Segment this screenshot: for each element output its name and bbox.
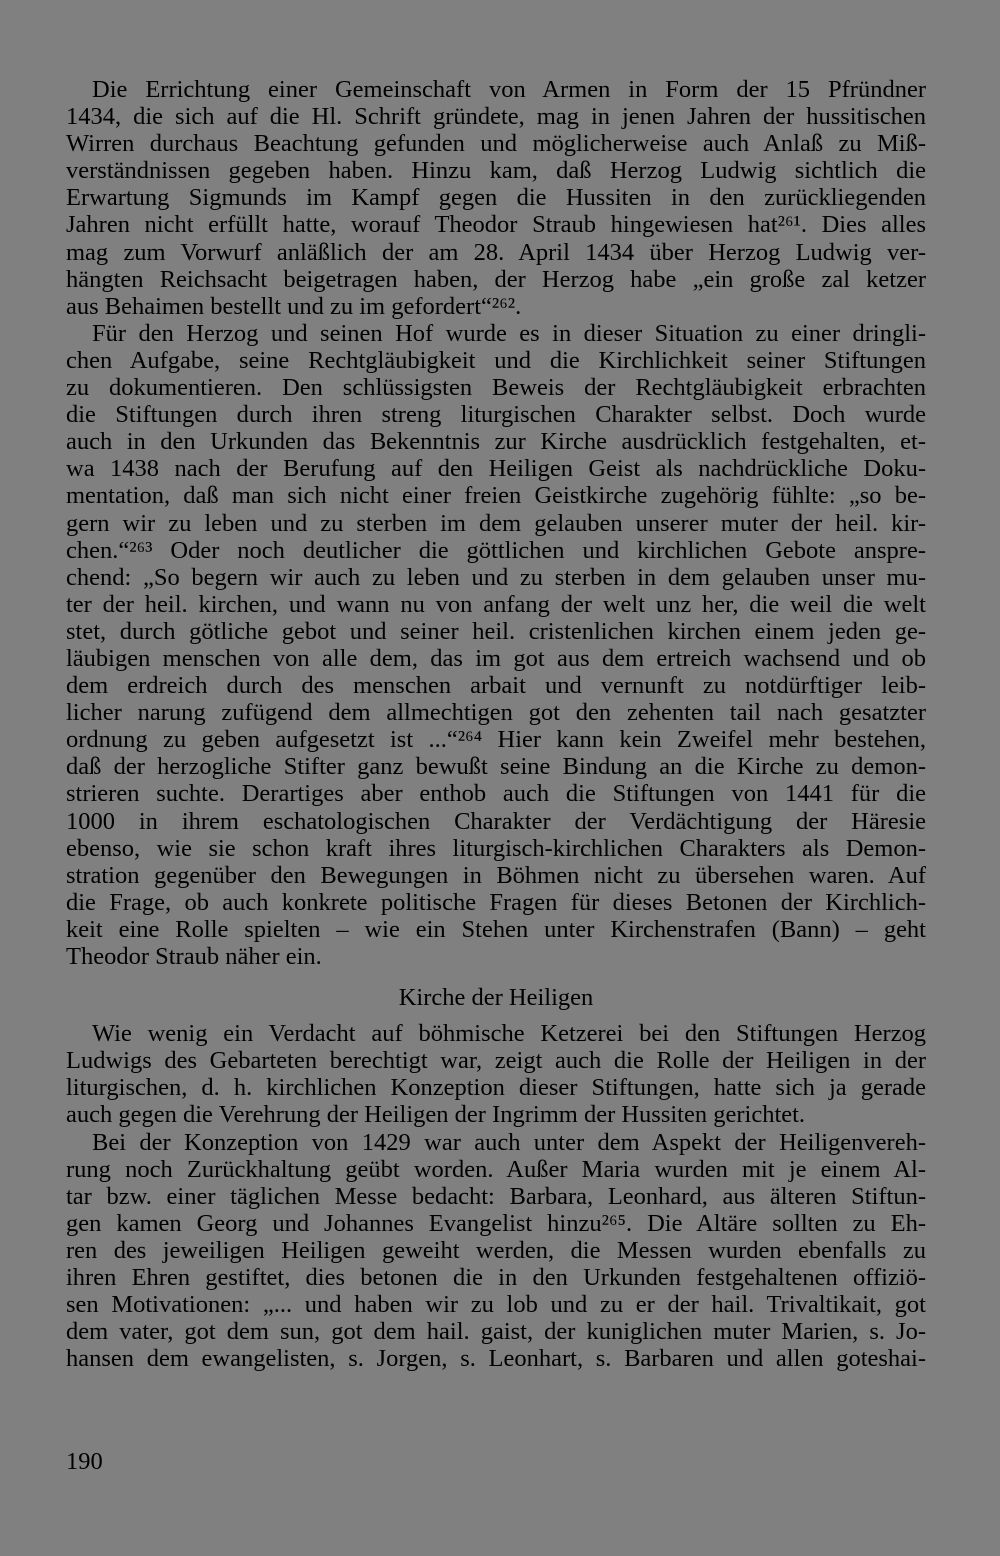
text-line: chen Aufgabe, seine Rechtgläubigkeit und die Kirchlichkeit seiner Stiftungen [66, 346, 926, 374]
section-heading: Kirche der Heiligen [398, 984, 594, 1012]
text-line: mentation, daß man sich nicht einer freien Geistkirche zugehörig fühlte: „so be- [66, 482, 926, 510]
text-line: sen Motivationen: „... und haben wir zu lob und zu er der hail. Trivaltikait, got [66, 1291, 926, 1319]
text-line: Jahren nicht erfüllt hatte, worauf Theodor Straub hingewiesen hat²⁶¹. Dies alles [66, 211, 926, 239]
paragraph-3 [66, 1020, 926, 1128]
text-line: rung noch Zurückhaltung geübt worden. Außer Maria wurden mit je einem Al- [66, 1155, 926, 1183]
text-line: dem vater, got dem sun, got dem hail. gaist, der kuniglichen muter Marien, s. Jo- [66, 1318, 926, 1346]
text-line: Erwartung Sigmunds im Kampf gegen die Hussiten in den zurückliegenden [66, 184, 926, 212]
text-line: stration gegenüber den Bewegungen in Böhmen nicht zu übersehen waren. Auf [66, 861, 926, 889]
page-number: 190 [66, 1448, 103, 1475]
text-line: ihren Ehren gestiftet, dies betonen die in den Urkunden festgehaltenen offiziö- [66, 1264, 926, 1292]
text-line: ordnung zu geben aufgesetzt ist ...“²⁶⁴ Hier kann kein Zweifel mehr bestehen, [66, 726, 926, 754]
text-line: Ludwigs des Gebarteten berechtigt war, zeigt auch die Rolle der Heiligen in der [66, 1047, 926, 1075]
paragraph-4 [66, 1129, 926, 1373]
paragraph-1 [66, 76, 926, 320]
text-line: verständnissen gegeben haben. Hinzu kam, daß Herzog Ludwig sichtlich die [66, 157, 926, 185]
text-line: hansen dem ewangelisten, s. Jorgen, s. Leonhart, s. Barbaren und allen goteshai- [66, 1345, 926, 1373]
text-line: strieren suchte. Derartiges aber enthob auch die Stiftungen von 1441 für die [66, 780, 926, 808]
text-line: Theodor Straub näher ein. [66, 943, 322, 970]
text-line: ren des jeweiligen Heiligen geweiht werden, die Messen wurden ebenfalls zu [66, 1236, 926, 1264]
text-line: ter der heil. kirchen, und wann nu von anfang der welt unz her, die weil die welt [66, 590, 926, 618]
text-line: läubigen menschen von alle dem, das im got aus dem ertreich wachsend und ob [66, 644, 926, 672]
text-line: die Stiftungen durch ihren streng liturgischen Charakter selbst. Doch wurde [66, 401, 926, 429]
text-line: keit eine Rolle spielten – wie ein Stehen unter Kirchenstrafen (Bann) – geht [66, 915, 926, 943]
text-line: gen kamen Georg und Johannes Evangelist hinzu²⁶⁵. Die Altäre sollten zu Eh- [66, 1209, 926, 1237]
text-line: gern wir zu leben und zu sterben im dem gelauben unserer muter der heil. kir- [66, 509, 926, 537]
text-line: 1434, die sich auf die Hl. Schrift gründete, mag in jenen Jahren der hussitischen [66, 103, 926, 131]
text-line: Bei der Konzeption von 1429 war auch unter dem Aspekt der Heiligenvereh- [92, 1128, 926, 1156]
text-line: die Frage, ob auch konkrete politische Fragen für dieses Betonen der Kirchlich- [66, 888, 926, 916]
text-line: auch in den Urkunden das Bekenntnis zur Kirche ausdrücklich festgehalten, et- [66, 428, 926, 456]
text-line: stet, durch götliche gebot und seiner heil. cristenlichen kirchen einem jeden ge- [66, 617, 926, 645]
text-line: tar bzw. einer täglichen Messe bedacht: Barbara, Leonhard, aus älteren Stiftun- [66, 1182, 926, 1210]
text-line: hängten Reichsacht beigetragen haben, der Herzog habe „ein große zal ketzer [66, 265, 926, 293]
text-line: daß der herzogliche Stifter ganz bewußt seine Bindung an die Kirche zu demon- [66, 753, 926, 781]
text-line: Wirren durchaus Beachtung gefunden und möglicherweise auch Anlaß zu Miß- [66, 130, 926, 158]
text-line: aus Behaimen bestellt und zu im gefordert“²⁶². [66, 292, 522, 320]
text-line: liturgischen, d. h. kirchlichen Konzeption dieser Stiftungen, hatte sich ja gerade [66, 1074, 926, 1102]
text-line: licher narung zufügend dem allmechtigen got den zehenten tail nach gesatzter [66, 699, 926, 727]
text-line: Für den Herzog und seinen Hof wurde es in dieser Situation zu einer dringli- [92, 319, 926, 347]
text-line: zu dokumentieren. Den schlüssigsten Beweis der Rechtgläubigkeit erbrachten [66, 374, 926, 402]
text-line: wa 1438 nach der Berufung auf den Heiligen Geist als nachdrückliche Doku- [66, 455, 926, 483]
text-line: chend: „So begern wir auch zu leben und zu sterben in dem gelauben unser mu- [66, 563, 926, 591]
text-line: auch gegen die Verehrung der Heiligen der Ingrimm der Hussiten gerichtet. [66, 1101, 806, 1129]
text-line: ebenso, wie sie schon kraft ihres liturgisch-kirchlichen Charakters als Demon- [66, 834, 926, 862]
text-line: Wie wenig ein Verdacht auf böhmische Ketzerei bei den Stiftungen Herzog [92, 1020, 926, 1048]
text-line: mag zum Vorwurf anläßlich der am 28. April 1434 über Herzog Ludwig ver- [66, 238, 926, 266]
paragraph-2 [66, 320, 926, 970]
text-line: 1000 in ihrem eschatologischen Charakter der Verdächtigung der Häresie [66, 807, 926, 835]
text-line: dem erdreich durch des menschen arbait und vernunft zu notdürftiger leib- [66, 672, 926, 700]
page-body [66, 76, 926, 1372]
text-line: Die Errichtung einer Gemeinschaft von Armen in Form der 15 Pfründner [92, 76, 926, 103]
text-line: chen.“²⁶³ Oder noch deutlicher die göttlichen und kirchlichen Gebote anspre- [66, 536, 926, 564]
